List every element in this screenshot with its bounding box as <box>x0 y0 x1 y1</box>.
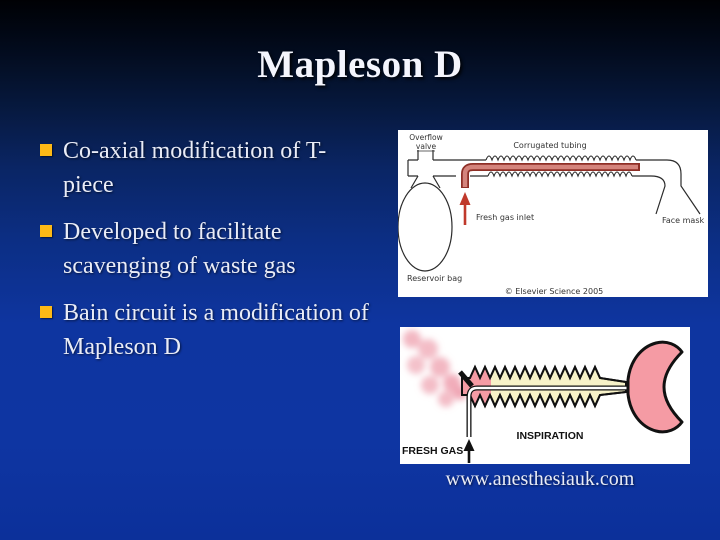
corrugated-tubing-label: Corrugated tubing <box>513 141 587 150</box>
fresh-gas-inlet-label: Fresh gas inlet <box>476 213 535 222</box>
reservoir-bag-shape <box>398 183 452 271</box>
bullet-item <box>40 215 376 283</box>
bullet-square-icon <box>40 306 52 318</box>
bullet-text: Bain circuit is a modification of Mapleson D <box>63 300 369 360</box>
credit-url-text: www.anesthesiauk.com <box>445 468 635 490</box>
bullet-item <box>40 296 376 364</box>
slide-title: Mapleson D <box>257 43 463 86</box>
bullet-text: Co-axial modification of T-piece <box>63 138 327 198</box>
fresh-gas-label: FRESH GAS <box>402 445 464 457</box>
reservoir-bag-label: Reservoir bag <box>407 274 463 283</box>
bullet-square-icon <box>40 144 52 156</box>
mapleson-d-circuit-diagram <box>398 130 708 297</box>
copyright-label: © Elsevier Science 2005 <box>504 287 604 296</box>
overflow-valve-label-line2: valve <box>415 142 437 151</box>
overflow-valve-label-line1: Overflow <box>409 133 443 142</box>
bullet-square-icon <box>40 225 52 237</box>
bain-inspiration-illustration <box>400 327 690 464</box>
bullet-item <box>40 134 376 202</box>
bullet-text: Developed to facilitate scavenging of waste gas <box>63 219 296 279</box>
face-mask-label: Face mask <box>662 216 705 225</box>
bullet-list <box>40 134 376 377</box>
inspiration-label: INSPIRATION <box>516 430 584 442</box>
